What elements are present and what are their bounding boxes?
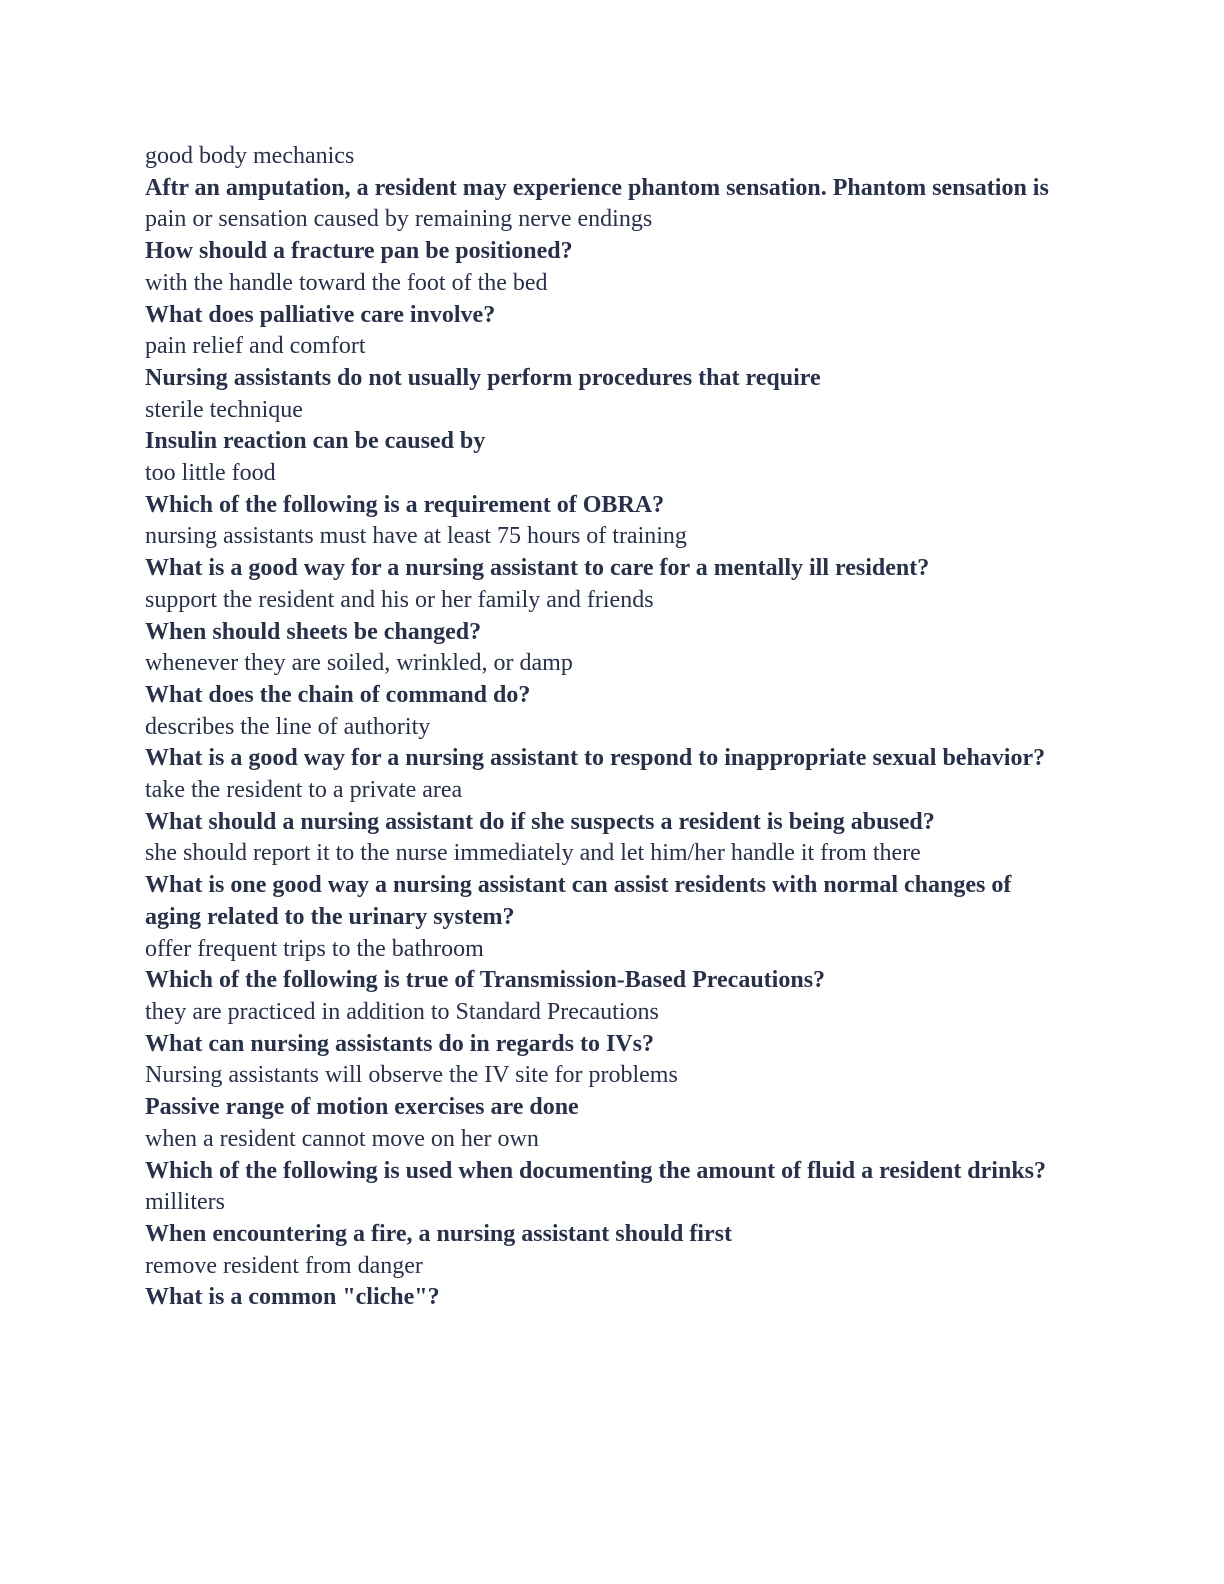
answer-text: take the resident to a private area: [145, 777, 463, 804]
qa-item: [145, 553, 1067, 616]
answer-text: pain relief and comfort: [145, 333, 366, 360]
answer-text: when a resident cannot move on her own: [145, 1125, 539, 1152]
answer-text: nursing assistants must have at least 75 hours of training: [145, 523, 687, 550]
qa-item: [145, 807, 1067, 870]
question-text: When should sheets be changed?: [145, 618, 482, 645]
qa-item: [145, 1219, 1067, 1282]
answer-text: pain or sensation caused by remaining nerve endings: [145, 206, 653, 233]
answer-text: Nursing assistants will observe the IV site for problems: [145, 1062, 678, 1089]
qa-item: [145, 1029, 1067, 1092]
question-text: What does palliative care involve?: [145, 301, 496, 328]
question-text: What does the chain of command do?: [145, 681, 531, 708]
question-text: Which of the following is true of Transmission-Based Precautions?: [145, 967, 826, 994]
qa-item: [145, 617, 1067, 680]
question-text: What is a good way for a nursing assistant to respond to inappropriate sexual behavior?: [145, 745, 1046, 772]
answer-text: offer frequent trips to the bathroom: [145, 935, 484, 962]
question-text: Which of the following is used when documenting the amount of fluid a resident drinks?: [145, 1157, 1047, 1184]
answer-text: describes the line of authority: [145, 713, 431, 740]
qa-item: [145, 363, 1067, 426]
answer-text: they are practiced in addition to Standard Precautions: [145, 998, 659, 1025]
question-text: What should a nursing assistant do if she suspects a resident is being abused?: [145, 808, 935, 835]
answer-text: support the resident and his or her family and friends: [145, 586, 654, 613]
answer-text: sterile technique: [145, 396, 303, 423]
question-text: What is a good way for a nursing assistant to care for a mentally ill resident?: [145, 555, 930, 582]
answer-text: with the handle toward the foot of the bed: [145, 269, 548, 296]
qa-item: [145, 426, 1067, 489]
question-text: Passive range of motion exercises are done: [145, 1094, 579, 1121]
question-text: When encountering a fire, a nursing assistant should first: [145, 1220, 732, 1247]
qa-item: [145, 300, 1067, 363]
question-text: Nursing assistants do not usually perform procedures that require: [145, 364, 821, 391]
question-text: What can nursing assistants do in regards to IVs?: [145, 1030, 654, 1057]
answer-text: she should report it to the nurse immediately and let him/her handle it from there: [145, 840, 921, 867]
qa-item: [145, 490, 1067, 553]
document-content: [145, 141, 1067, 1314]
answer-text: milliters: [145, 1189, 225, 1216]
question-text: Insulin reaction can be caused by: [145, 428, 486, 455]
question-text: Which of the following is a requirement of OBRA?: [145, 491, 665, 518]
qa-item: [145, 743, 1067, 806]
qa-item: [145, 173, 1067, 236]
question-text: Aftr an amputation, a resident may experience phantom sensation. Phantom sensation is: [145, 174, 1049, 201]
qa-item: [145, 1092, 1067, 1155]
qa-item: [145, 680, 1067, 743]
answer-text: remove resident from danger: [145, 1252, 423, 1279]
qa-item: [145, 236, 1067, 299]
trailing-question-text: What is a common "cliche"?: [145, 1284, 440, 1311]
qa-item: [145, 965, 1067, 1028]
qa-item: [145, 870, 1067, 965]
question-text: How should a fracture pan be positioned?: [145, 238, 573, 265]
question-text: What is one good way a nursing assistant can assist residents with normal changes of aging related to the urinary system?: [145, 872, 1012, 930]
qa-item: [145, 1156, 1067, 1219]
answer-text: whenever they are soiled, wrinkled, or damp: [145, 650, 573, 677]
answer-text: too little food: [145, 460, 276, 487]
leading-answer-text: good body mechanics: [145, 143, 355, 169]
qa-list: [145, 173, 1067, 1283]
